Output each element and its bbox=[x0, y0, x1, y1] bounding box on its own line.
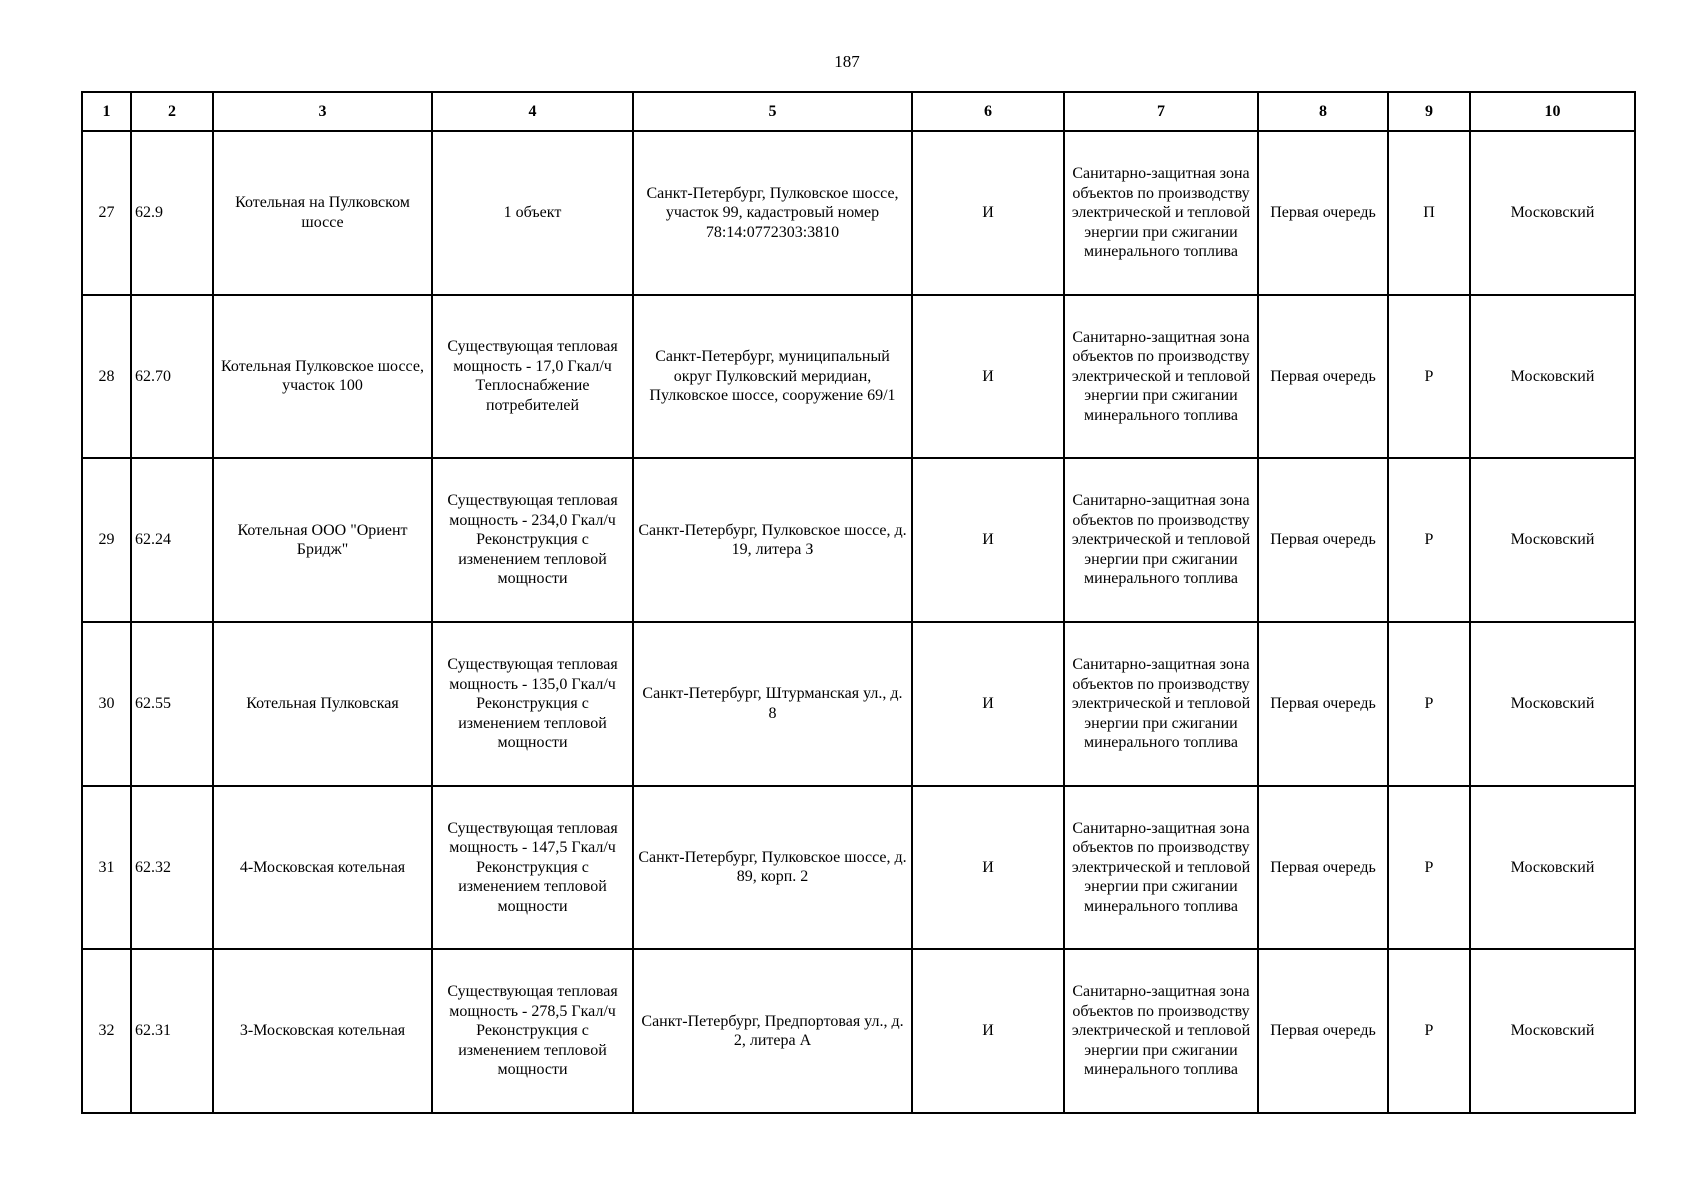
row-number-cell: 30 bbox=[82, 622, 131, 786]
object-address-cell: Санкт-Петербург, муниципальный округ Пулковский меридиан, Пулковское шоссе, сооружение 69/1 bbox=[633, 295, 912, 459]
object-address-cell: Санкт-Петербург, Пулковское шоссе, участок 99, кадастровый номер 78:14:0772303:3810 bbox=[633, 131, 912, 295]
object-code-cell: 62.31 bbox=[131, 949, 213, 1113]
stage-cell: Первая очередь bbox=[1258, 786, 1388, 950]
protection-zone-cell: Санитарно-защитная зона объектов по производству электрической и тепловой энергии при сжигании минерального топлива bbox=[1064, 131, 1258, 295]
header-cell: 6 bbox=[912, 92, 1064, 131]
object-address-cell: Санкт-Петербург, Штурманская ул., д. 8 bbox=[633, 622, 912, 786]
page-number: 187 bbox=[834, 52, 860, 71]
column-6-cell: И bbox=[912, 295, 1064, 459]
table-row bbox=[82, 622, 1635, 786]
header-cell: 7 bbox=[1064, 92, 1258, 131]
stage-cell: Первая очередь bbox=[1258, 622, 1388, 786]
header-cell: 4 bbox=[432, 92, 633, 131]
object-description-cell: Существующая тепловая мощность - 278,5 Гкал/ч Реконструкция с изменением тепловой мощности bbox=[432, 949, 633, 1113]
object-code-cell: 62.32 bbox=[131, 786, 213, 950]
district-cell: Московский bbox=[1470, 786, 1635, 950]
objects-table bbox=[81, 91, 1636, 1114]
stage-cell: Первая очередь bbox=[1258, 949, 1388, 1113]
header-cell: 5 bbox=[633, 92, 912, 131]
stage-cell: Первая очередь bbox=[1258, 131, 1388, 295]
column-9-cell: Р bbox=[1388, 458, 1470, 622]
district-cell: Московский bbox=[1470, 295, 1635, 459]
object-code-cell: 62.9 bbox=[131, 131, 213, 295]
column-6-cell: И bbox=[912, 622, 1064, 786]
row-number-cell: 28 bbox=[82, 295, 131, 459]
stage-cell: Первая очередь bbox=[1258, 458, 1388, 622]
protection-zone-cell: Санитарно-защитная зона объектов по производству электрической и тепловой энергии при сжигании минерального топлива bbox=[1064, 458, 1258, 622]
column-6-cell: И bbox=[912, 949, 1064, 1113]
object-code-cell: 62.70 bbox=[131, 295, 213, 459]
object-code-cell: 62.24 bbox=[131, 458, 213, 622]
stage-cell: Первая очередь bbox=[1258, 295, 1388, 459]
object-name-cell: Котельная Пулковское шоссе, участок 100 bbox=[213, 295, 432, 459]
object-address-cell: Санкт-Петербург, Предпортовая ул., д. 2, литера А bbox=[633, 949, 912, 1113]
district-cell: Московский bbox=[1470, 622, 1635, 786]
column-6-cell: И bbox=[912, 131, 1064, 295]
header-cell: 9 bbox=[1388, 92, 1470, 131]
column-6-cell: И bbox=[912, 786, 1064, 950]
district-cell: Московский bbox=[1470, 131, 1635, 295]
column-9-cell: Р bbox=[1388, 949, 1470, 1113]
protection-zone-cell: Санитарно-защитная зона объектов по производству электрической и тепловой энергии при сжигании минерального топлива bbox=[1064, 949, 1258, 1113]
table-row bbox=[82, 131, 1635, 295]
table-row bbox=[82, 458, 1635, 622]
row-number-cell: 32 bbox=[82, 949, 131, 1113]
header-row bbox=[82, 92, 1635, 131]
object-description-cell: 1 объект bbox=[432, 131, 633, 295]
table-row bbox=[82, 949, 1635, 1113]
column-9-cell: Р bbox=[1388, 786, 1470, 950]
object-description-cell: Существующая тепловая мощность - 234,0 Гкал/ч Реконструкция с изменением тепловой мощности bbox=[432, 458, 633, 622]
object-description-cell: Существующая тепловая мощность - 135,0 Гкал/ч Реконструкция с изменением тепловой мощности bbox=[432, 622, 633, 786]
column-9-cell: Р bbox=[1388, 622, 1470, 786]
header-cell: 10 bbox=[1470, 92, 1635, 131]
object-name-cell: 4-Московская котельная bbox=[213, 786, 432, 950]
header-cell: 3 bbox=[213, 92, 432, 131]
protection-zone-cell: Санитарно-защитная зона объектов по производству электрической и тепловой энергии при сжигании минерального топлива bbox=[1064, 295, 1258, 459]
object-description-cell: Существующая тепловая мощность - 17,0 Гкал/ч Теплоснабжение потребителей bbox=[432, 295, 633, 459]
row-number-cell: 29 bbox=[82, 458, 131, 622]
table-row bbox=[82, 786, 1635, 950]
column-9-cell: Р bbox=[1388, 295, 1470, 459]
row-number-cell: 31 bbox=[82, 786, 131, 950]
object-name-cell: Котельная Пулковская bbox=[213, 622, 432, 786]
object-code-cell: 62.55 bbox=[131, 622, 213, 786]
object-address-cell: Санкт-Петербург, Пулковское шоссе, д. 19, литера З bbox=[633, 458, 912, 622]
header-cell: 8 bbox=[1258, 92, 1388, 131]
object-name-cell: Котельная на Пулковском шоссе bbox=[213, 131, 432, 295]
column-6-cell: И bbox=[912, 458, 1064, 622]
object-address-cell: Санкт-Петербург, Пулковское шоссе, д. 89, корп. 2 bbox=[633, 786, 912, 950]
protection-zone-cell: Санитарно-защитная зона объектов по производству электрической и тепловой энергии при сжигании минерального топлива bbox=[1064, 786, 1258, 950]
object-name-cell: Котельная ООО "Ориент Бридж" bbox=[213, 458, 432, 622]
row-number-cell: 27 bbox=[82, 131, 131, 295]
table-row bbox=[82, 295, 1635, 459]
district-cell: Московский bbox=[1470, 949, 1635, 1113]
object-description-cell: Существующая тепловая мощность - 147,5 Гкал/ч Реконструкция с изменением тепловой мощности bbox=[432, 786, 633, 950]
protection-zone-cell: Санитарно-защитная зона объектов по производству электрической и тепловой энергии при сжигании минерального топлива bbox=[1064, 622, 1258, 786]
object-name-cell: 3-Московская котельная bbox=[213, 949, 432, 1113]
header-cell: 2 bbox=[131, 92, 213, 131]
column-9-cell: П bbox=[1388, 131, 1470, 295]
header-cell: 1 bbox=[82, 92, 131, 131]
district-cell: Московский bbox=[1470, 458, 1635, 622]
